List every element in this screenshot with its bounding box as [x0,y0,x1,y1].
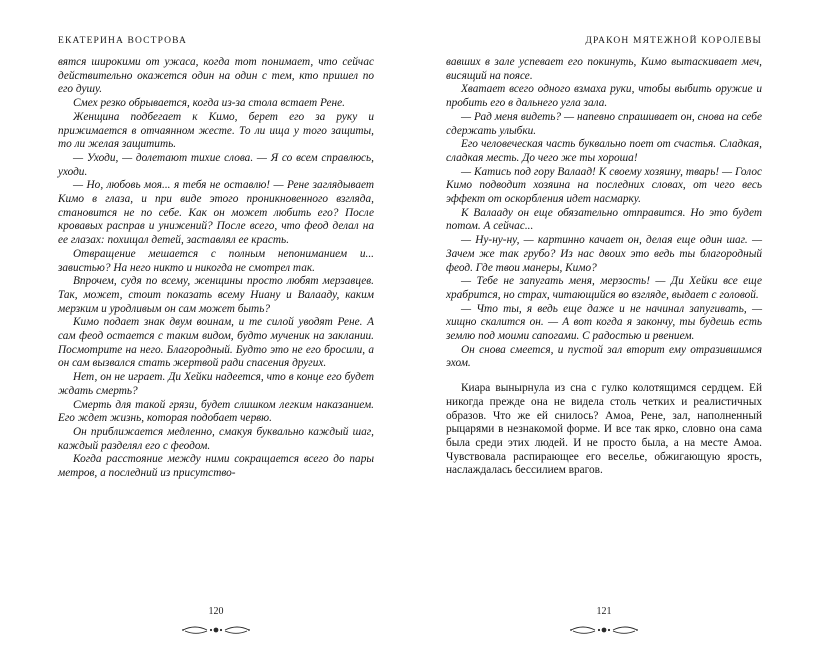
page-number-left: 120 [208,606,224,617]
paragraph: — Рад меня видеть? — напевно спрашивает он, снова на себе сдержать улыбки. [446,110,762,137]
body-text-left [58,56,374,481]
paragraph: Когда расстояние между ними сокращается всего до пары метров, а последний из присутство- [58,453,374,480]
paragraph: Киара вынырнула из сна с гулко колотящимся сердцем. Ей никогда прежде она не видела столь четких и реалистичных образов. Что же ей снилось? Амоа, Рене, зал, наполненный рыцарями в незнакомой форме. И все так ярко, словно она сама была среди этих людей. И не просто была, а на месте Амоа. Чувствовала распирающее его веселье, обжигающую ярость, наслаждалась бессилием врагов. [446,382,762,477]
paragraph: — Тебе не запугать меня, мерзость! — Ди Хейки все еще храбрится, но страх, читающийся во взгляде, выдает с головой. [446,275,762,301]
page-gutter [410,0,411,661]
paragraph: Смех резко обрывается, когда из-за стола встает Рене. [73,97,345,110]
paragraph: К Валааду он еще обязательно отправится. Но это будет потом. А сейчас... [446,206,762,233]
paragraph: Смерть для такой грязи, будет слишком легким наказанием. Его ждет жизнь, которая подобает червю. [58,398,374,425]
running-head-right: ДРАКОН МЯТЕЖНОЙ КОРОЛЕВЫ [585,36,762,46]
paragraph: Он снова смеется, и пустой зал вторит ему отразившимся эхом. [446,343,762,370]
paragraph: — Ну-ну-ну, — картинно качает он, делая еще один шаг. — Зачем же так грубо? Из нас двоих это ведь ты благородный феод. Где твои манеры, Кимо? [446,234,762,274]
paragraph: — Но, любовь моя... я тебя не оставлю! — Рене заглядывает Кимо в глаза, и при виде этого проникновенного взгляда, становится не по себе. Как он может любить его? После кровавых расправ и унижений? После всего, что феод делал на ее глазах: похищал детей, заставлял ее красть. [58,179,374,247]
body-text-right [446,56,762,478]
page-number-right: 121 [596,606,612,617]
paragraph: Женщина подбегает к Кимо, берет его за руку и прижимается в отчаянном жесте. То ли ища у того защиты, то ли желая защитить. [58,110,374,151]
ornament-left [58,623,374,637]
paragraph: вавших в зале успевает его покинуть, Кимо вытаскивает меч, висящий на поясе. [446,56,762,82]
scene-break [446,371,762,382]
paragraph: вятся широкими от ужаса, когда тот понимает, что сейчас действительно окажется один на один с тем, кто пришел по его душу. [58,56,374,96]
paragraph: — Катись под гору Валаад! К своему хозяину, тварь! — Голос Кимо подводит хозяина на последних словах, от чего весь эффект от оскорбления идет насмарку. [446,165,762,206]
paragraph: Хватает всего одного взмаха руки, чтобы выбить оружие и пробить его в дальнего угла зала. [446,83,762,110]
page-right [410,0,820,661]
ornament-right [446,623,762,637]
paragraph: Кимо подает знак двум воинам, и те силой уводят Рене. А сам феод остается с таким видом, будто мученик на заклании. Посмотрите на него. Благородный. Будто это не его бросили, а он сам вызвался стать жертвой ради спасения других. [58,316,374,370]
paragraph: Впрочем, судя по всему, женщины просто любят мерзавцев. Так, может, стоит показать всему Ниану и Валааду, каким мерзким и уродливым он сам может быть? [58,275,374,315]
paragraph: Отвращение мешается с полным непониманием и... завистью? На него никто и никогда не смотрел так. [58,247,374,274]
running-head-left: ЕКАТЕРИНА ВОСТРОВА [58,36,188,46]
paragraph: Нет, он не играет. Ди Хейки надеется, что в конце его будет ждать смерть? [58,371,374,397]
paragraph: — Уходи, — долетают тихие слова. — Я со всем справлюсь, уходи. [58,151,374,178]
paragraph: Его человеческая часть буквально поет от счастья. Сладкая, сладкая месть. До чего же ты хороша! [446,138,762,164]
paragraph: Он приближается медленно, смакуя буквально каждый шаг, каждый разделял его с феодом. [58,425,374,452]
paragraph: — Что ты, я ведь еще даже и не начинал запугивать, — хищно скалится он. — А вот когда я закончу, ты будешь есть землю под моими сапогами. С радостью и рвением. [446,302,762,343]
